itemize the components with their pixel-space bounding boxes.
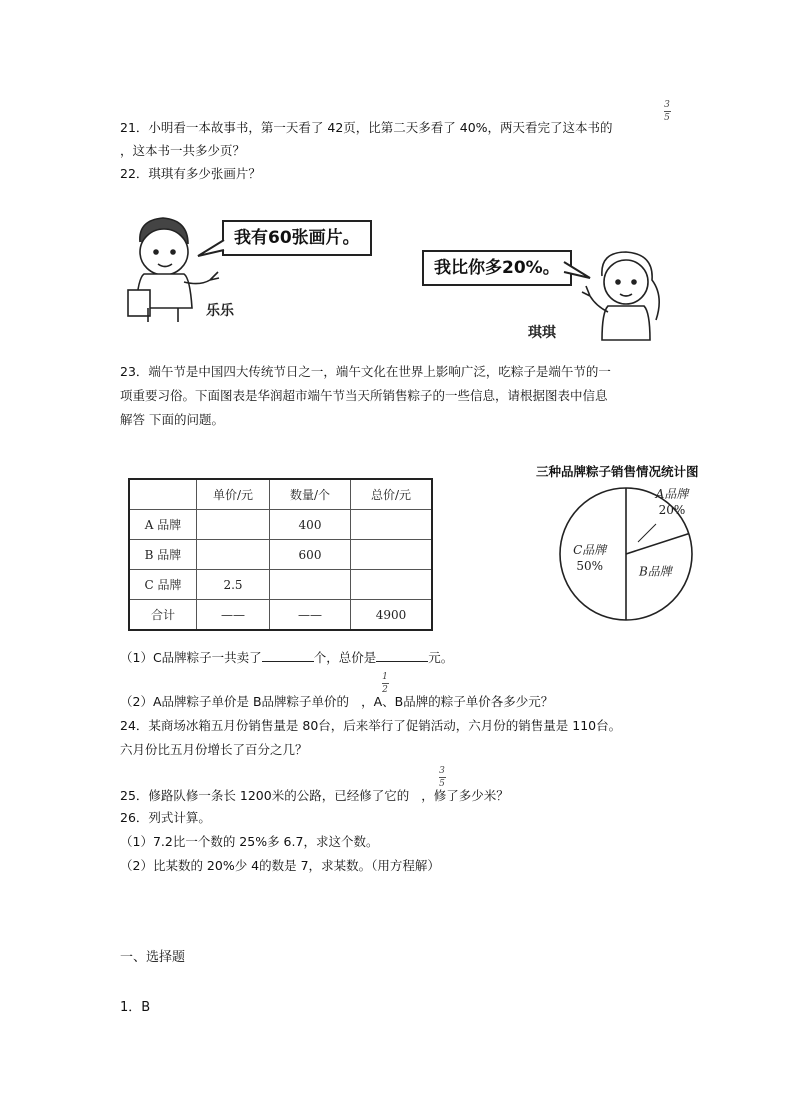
sales-table bbox=[128, 478, 433, 631]
table-cell: 2.5 bbox=[197, 570, 270, 600]
q25-fraction-num: 3 bbox=[439, 766, 445, 776]
table-cell: C 品牌 bbox=[129, 570, 197, 600]
q23-sub1-part-a: （1）C品牌粽子一共卖了 bbox=[120, 650, 262, 665]
table-header-cell: 总价/元 bbox=[351, 479, 433, 510]
table-row bbox=[129, 600, 432, 631]
q25-fraction-den: 5 bbox=[439, 779, 445, 789]
q23-sub2 bbox=[120, 692, 553, 712]
table-cell bbox=[351, 510, 433, 540]
q23-sub2-fraction-den: 2 bbox=[382, 685, 388, 695]
q25-part-a: 25．修路队修一条长 1200米的公路，已经修了它的 bbox=[120, 788, 410, 803]
q26-sub1: （1）7.2比一个数的 25%多 6.7，求这个数。 bbox=[120, 834, 379, 849]
q23-line3: 解答 下面的问题。 bbox=[120, 412, 224, 427]
table-header-cell: 数量/个 bbox=[270, 479, 351, 510]
table-row bbox=[129, 540, 432, 570]
table-header-cell bbox=[129, 479, 197, 510]
q23-sub1-part-b: 个，总价是 bbox=[313, 650, 377, 665]
girl-illustration bbox=[572, 240, 682, 350]
table-cell bbox=[270, 570, 351, 600]
table-cell: 600 bbox=[270, 540, 351, 570]
q23-sub1-part-c: 元。 bbox=[428, 650, 454, 665]
table-cell: B 品牌 bbox=[129, 540, 197, 570]
q21-line2: ，这本书一共多少页？ bbox=[120, 143, 246, 158]
pie-value-label: 50% bbox=[576, 559, 604, 573]
table-cell bbox=[197, 540, 270, 570]
q26-sub2: （2）比某数的 20%少 4的数是 7，求某数。（用方程解） bbox=[120, 858, 440, 873]
girl-speech-bubble: 我比你多20%。 bbox=[422, 250, 572, 286]
q23-sub2-fraction-num: 1 bbox=[382, 672, 388, 682]
girl-name: 琪琪 bbox=[528, 325, 556, 341]
q26-title: 26．列式计算。 bbox=[120, 810, 211, 825]
q21-fraction-den: 5 bbox=[664, 113, 670, 123]
table-cell: A 品牌 bbox=[129, 510, 197, 540]
answer-blank-count[interactable] bbox=[262, 649, 314, 662]
q25-text bbox=[120, 786, 509, 806]
table-cell bbox=[197, 510, 270, 540]
boy-speech-bubble: 我有60张画片。 bbox=[222, 220, 372, 256]
table-cell bbox=[351, 570, 433, 600]
answer-section-title: 一、选择题 bbox=[120, 950, 186, 965]
table-cell: 400 bbox=[270, 510, 351, 540]
q21-line1: 21．小明看一本故事书，第一天看了 42页，比第二天多看了 40%，两天看完了这本书的 bbox=[120, 120, 613, 135]
table-header-row bbox=[129, 479, 432, 510]
table-row bbox=[129, 510, 432, 540]
table-cell: —— bbox=[197, 600, 270, 631]
q24-line1: 24．某商场冰箱五月份销售量是 80台，后来举行了促销活动，六月份的销售量是 110台。 bbox=[120, 718, 622, 733]
q23-line2: 项重要习俗。下面图表是华润超市端午节当天所销售粽子的一些信息，请根据图表中信息 bbox=[120, 388, 608, 403]
pie-value-label: 20% bbox=[658, 503, 686, 517]
answer-blank-total[interactable] bbox=[376, 649, 428, 662]
table-row bbox=[129, 570, 432, 600]
table-cell: —— bbox=[270, 600, 351, 631]
answer-1: 1．B bbox=[120, 1000, 151, 1015]
pie-label: C品牌 bbox=[573, 543, 607, 557]
q25-part-b: ，修了多少米？ bbox=[421, 788, 509, 803]
pie-label: B品牌 bbox=[638, 564, 672, 579]
q23-sub2-part-b: ，A、B品牌的粽子单价各多少元？ bbox=[361, 694, 554, 709]
q23-line1: 23．端午节是中国四大传统节日之一，端午文化在世界上影响广泛，吃粽子是端午节的一 bbox=[120, 364, 611, 379]
q23-sub1 bbox=[120, 648, 453, 668]
table-cell: 4900 bbox=[351, 600, 433, 631]
pie-chart bbox=[556, 484, 696, 624]
boy-name: 乐乐 bbox=[206, 303, 234, 319]
q21-fraction-num: 3 bbox=[664, 100, 670, 110]
pie-chart-title: 三种品牌粽子销售情况统计图 bbox=[536, 464, 699, 479]
table-cell: 合计 bbox=[129, 600, 197, 631]
table-header-cell: 单价/元 bbox=[197, 479, 270, 510]
table-cell bbox=[351, 540, 433, 570]
q21-fraction bbox=[662, 100, 672, 123]
q23-sub2-part-a: （2）A品牌粽子单价是 B品牌粽子单价的 bbox=[120, 694, 350, 709]
q24-line2: 六月份比五月份增长了百分之几？ bbox=[120, 742, 308, 757]
pie-label: A品牌 bbox=[655, 487, 689, 501]
boy-bubble-tail bbox=[196, 236, 226, 260]
q22-text: 22．琪琪有多少张画片？ bbox=[120, 166, 261, 181]
